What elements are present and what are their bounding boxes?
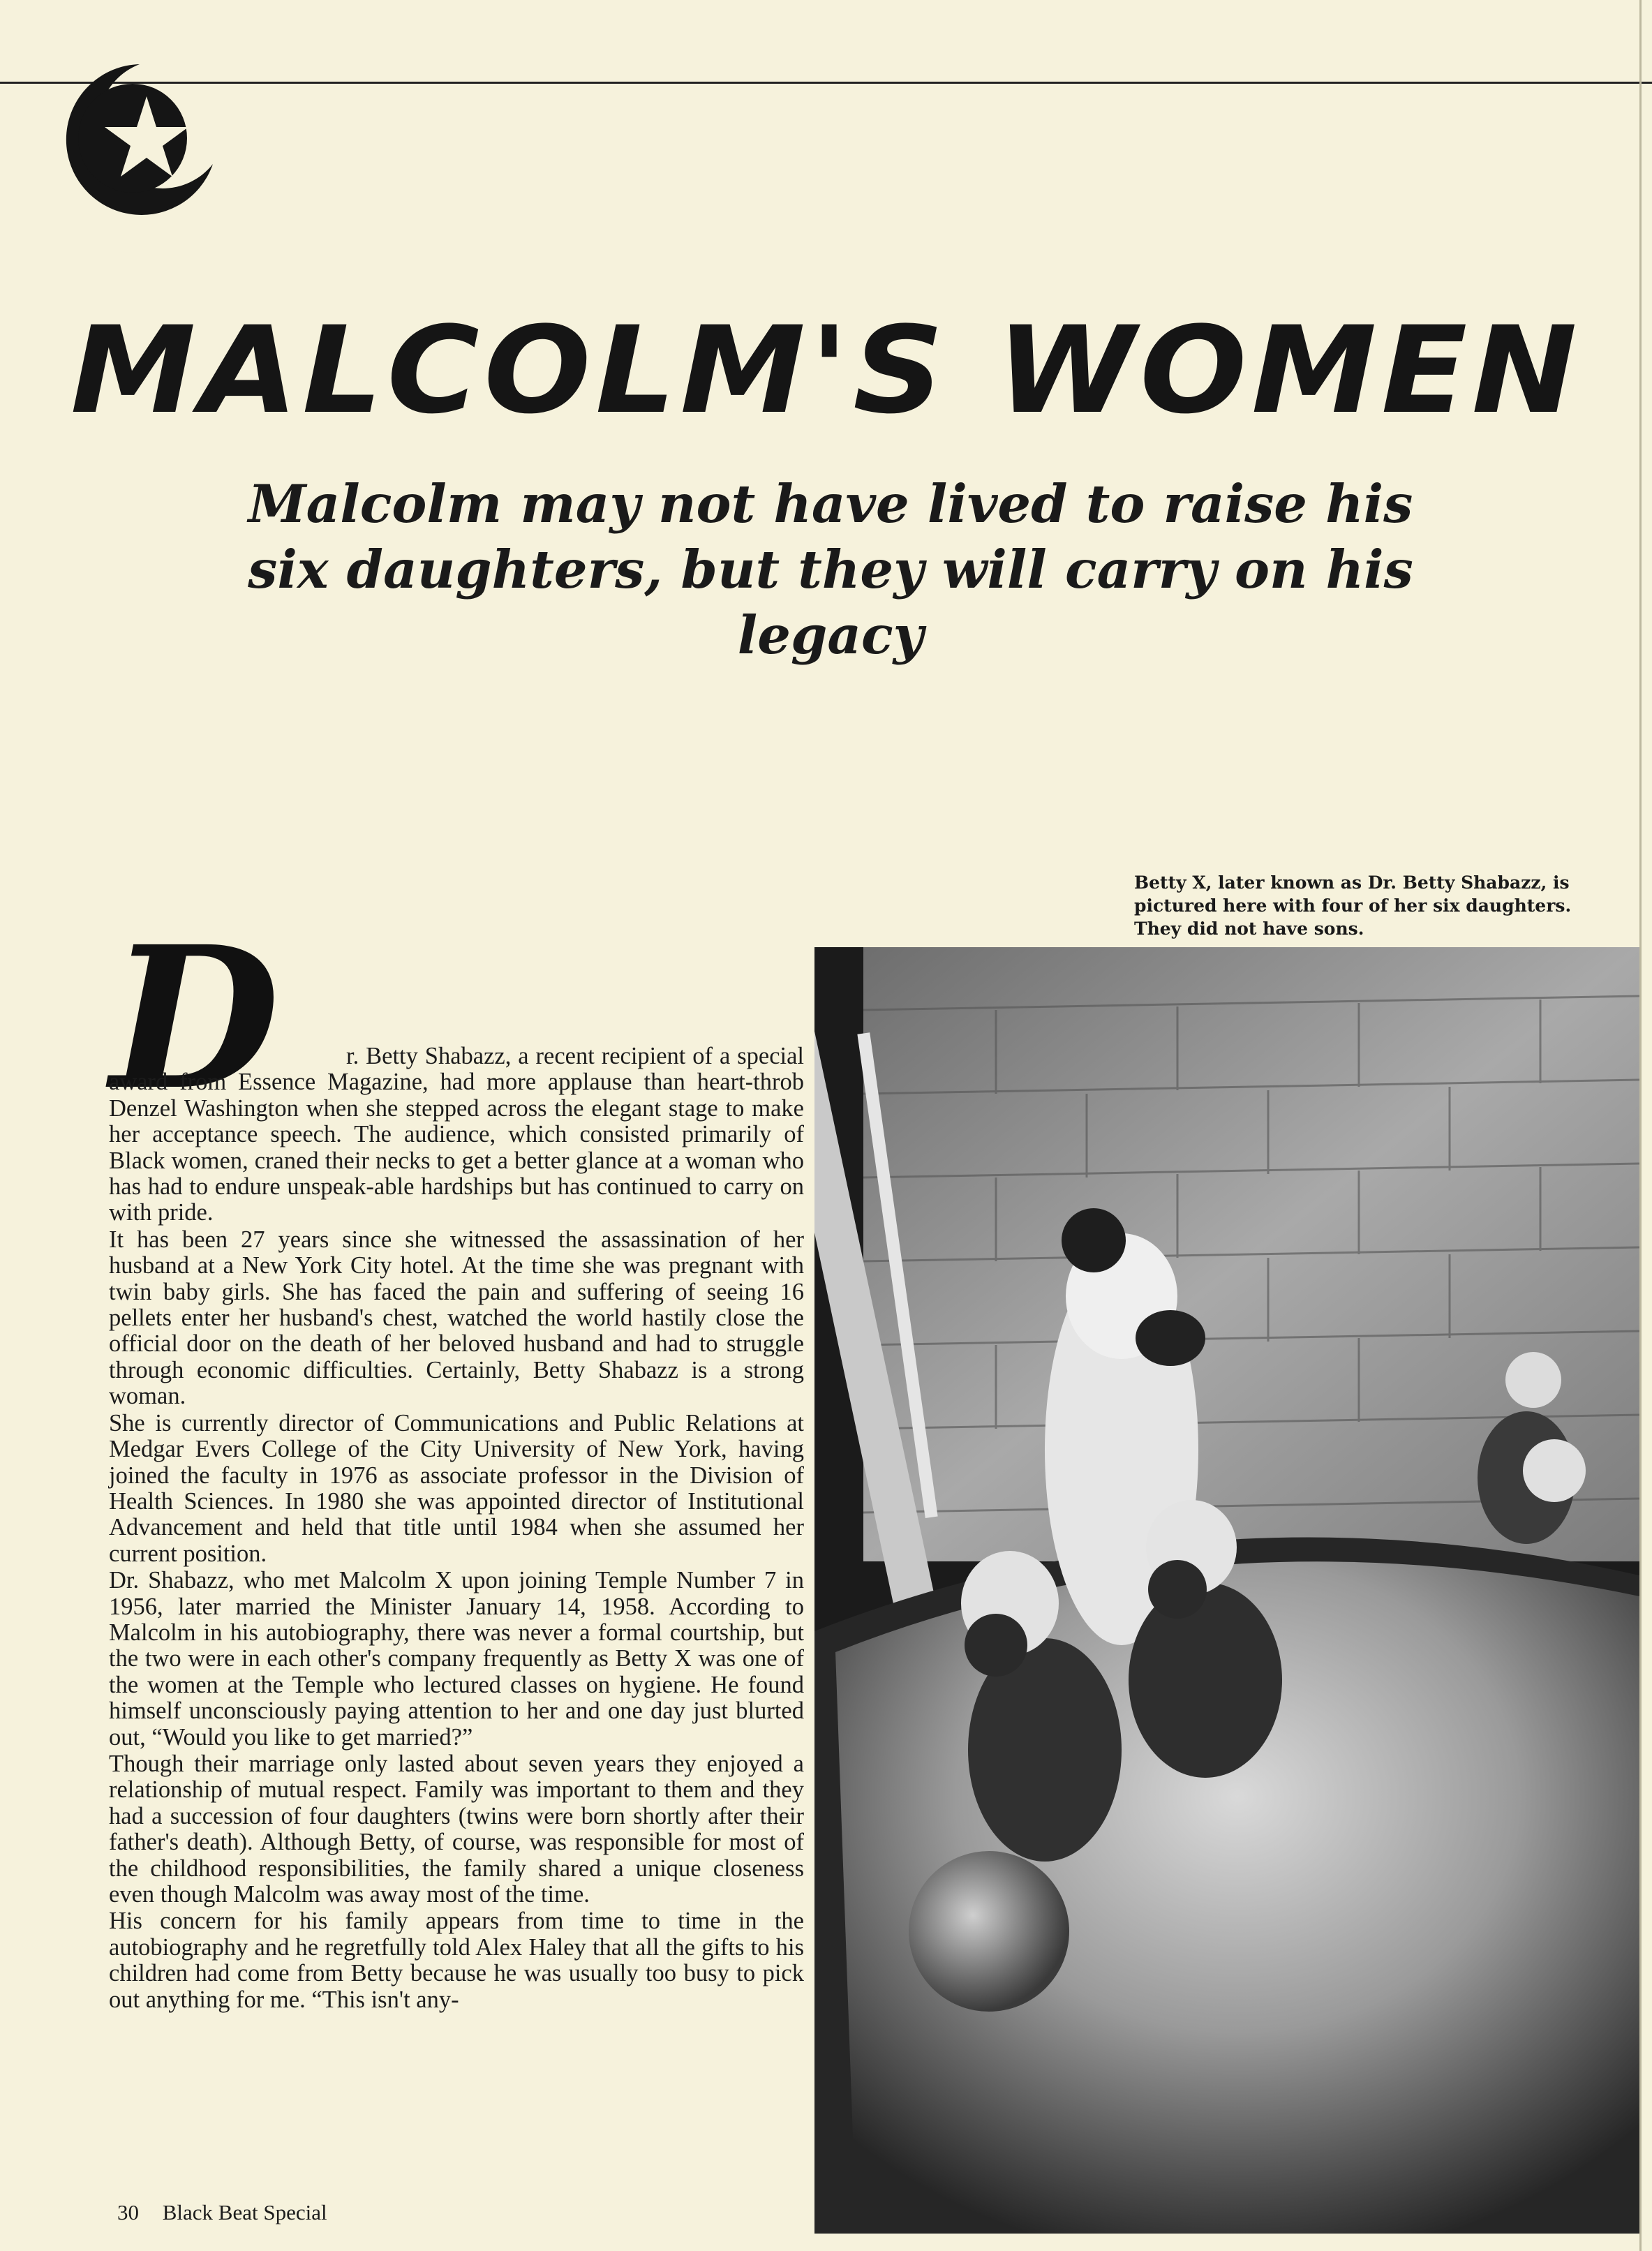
article-headline: MALCOLM'S WOMEN [70,300,1582,440]
paragraph: It has been 27 years since she witnessed the assassination of her husband at a New York City hotel. At the time she was pregnant with twin baby girls. She has faced the pain and suffering of seeing 16 pellets enter her husband's chest, watched the world hastily close the official door on the death of her beloved husband and had to struggle through economic difficulties. Certainly, Betty Shabazz is a strong woman. [109,1226,804,1410]
article-deck: Malcolm may not have lived to raise his six daughters, but they will carry on his legacy [248,473,1413,666]
paragraph: Dr. Shabazz, who met Malcolm X upon joining Temple Number 7 in 1956, later married the Minister January 14, 1958. According to Malcolm in his autobiography, there was never a formal courtship, but the two were in each other's company frequently as Betty X was one of the women at the Temple who lectured classes on hygiene. He found himself unconsciously paying attention to her and one day just blurted out, “Would you like to get married?” [109,1567,804,1751]
family-photo [814,947,1639,2234]
paragraph: His concern for his family appears from time to time in the autobiography and he regretfully told Alex Haley that all the gifts to his children had come from Betty because he was usually too busy to pick out anything for me. “This isn't any- [109,1908,804,2013]
paragraph: r. Betty Shabazz, a recent recipient of a special award from Essence Magazine, had more applause than heart-throb Denzel Washington when she stepped across the elegant stage to make her acceptance speech. The audience, which consisted primarily of Black women, craned their necks to get a better glance at a woman who has had to endure unspeak-able hardships but has continued to carry on with pride. [109,1043,804,1226]
photo-caption: Betty X, later known as Dr. Betty Shabazz, is pictured here with four of her six daughters. They did not have sons. [1134,872,1572,939]
publication-name: Black Beat Special [162,2200,327,2224]
drop-cap: D [110,904,280,1134]
crescent-star-icon [35,42,216,216]
page-number: 30 [117,2200,139,2224]
paragraph: Though their marriage only lasted about seven years they enjoyed a relationship of mutual respect. Family was important to them and they had a succession of four daughters (twins were born shortly after their father's death). Although Betty, of course, was responsible for most of the childhood responsibilities, the family shared a unique closeness even though Malcolm was away most of the time. [109,1750,804,1908]
top-rule [0,82,1652,84]
article-body [109,1043,804,2013]
paragraph: She is currently director of Communications and Public Relations at Medgar Evers College of the City University of New York, having joined the faculty in 1976 as associate professor in the Division of Health Sciences. In 1980 she was appointed director of Institutional Advancement and held that title until 1984 when she assumed her current position. [109,1409,804,1567]
page-footer [117,2200,327,2225]
